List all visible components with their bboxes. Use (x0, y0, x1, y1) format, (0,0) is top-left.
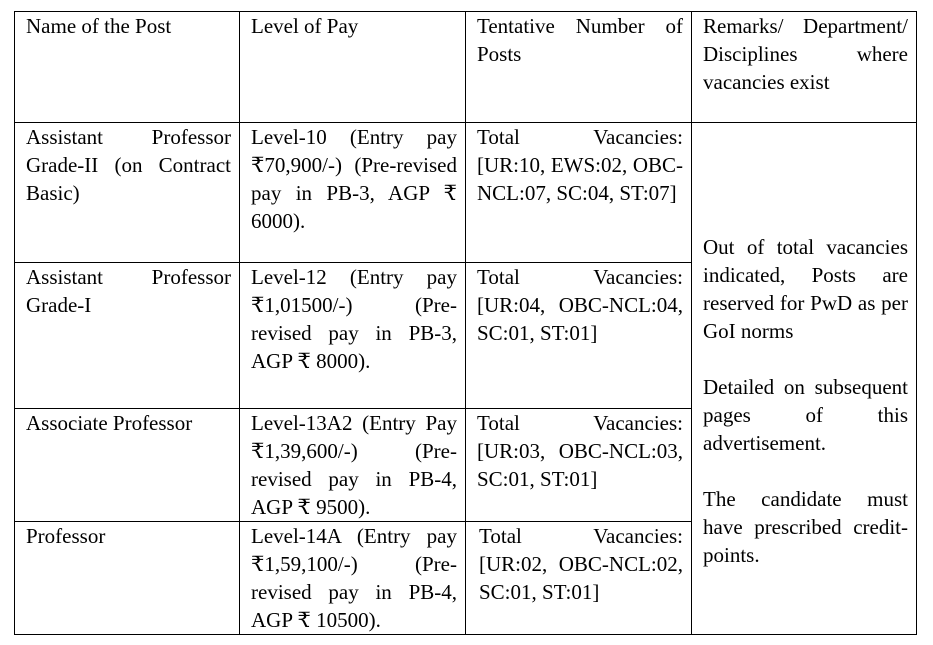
remarks-cell (692, 123, 917, 635)
post-name-cell: Professor (15, 522, 240, 635)
vacancies-cell: Total Vacancies: [UR:10, EWS:02, OBC-NCL:07, SC:04, ST:07] (466, 123, 692, 263)
vacancy-table (14, 11, 917, 635)
remarks-reservation-note: Out of total vacancies indicated, Posts are reserved for PwD as per GoI norms (703, 235, 908, 343)
pay-level-cell: Level-14A (Entry pay ₹1,59,100/-) (Pre-revised pay in PB-4, AGP ₹ 10500). (240, 522, 466, 635)
header-row (15, 12, 917, 123)
vacancies-cell: Total Vacancies: [UR:04, OBC-NCL:04, SC:01, ST:01] (466, 263, 692, 409)
header-remarks: Remarks/ Department/ Disciplines where vacancies exist (692, 12, 917, 123)
header-tentative-posts: Tentative Number of Posts (466, 12, 692, 123)
pay-level-cell: Level-10 (Entry pay ₹70,900/-) (Pre-revised pay in PB-3, AGP ₹ 6000). (240, 123, 466, 263)
post-name-cell: Assistant Professor Grade-II (on Contract Basic) (15, 123, 240, 263)
post-name-cell: Assistant Professor Grade-I (15, 263, 240, 409)
header-level-of-pay: Level of Pay (240, 12, 466, 123)
vacancies-cell: Total Vacancies: [UR:03, OBC-NCL:03, SC:01, ST:01] (466, 409, 692, 522)
header-post-name: Name of the Post (15, 12, 240, 123)
vacancies-cell: Total Vacancies: [UR:02, OBC-NCL:02, SC:01, ST:01] (466, 522, 692, 635)
pay-level-cell: Level-12 (Entry pay ₹1,01500/-) (Pre-revised pay in PB-3, AGP ₹ 8000). (240, 263, 466, 409)
pay-level-cell: Level-13A2 (Entry Pay ₹1,39,600/-) (Pre-revised pay in PB-4, AGP ₹ 9500). (240, 409, 466, 522)
post-name-cell: Associate Professor (15, 409, 240, 522)
table-row (15, 123, 917, 263)
remarks-credit-note: The candidate must have prescribed credit-points. (703, 487, 908, 567)
remarks-details-note: Detailed on subsequent pages of this advertisement. (703, 375, 908, 455)
